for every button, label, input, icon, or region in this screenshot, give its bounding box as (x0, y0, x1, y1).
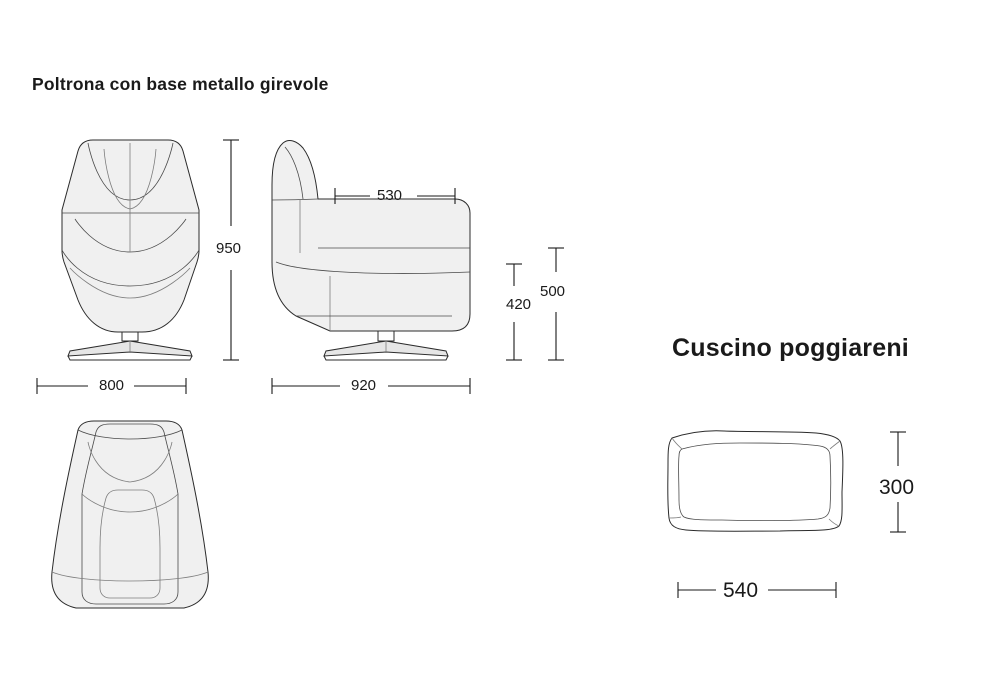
cushion-elevation (668, 431, 843, 531)
page-title-chair: Poltrona con base metallo girevole (32, 74, 329, 94)
chair-top-plan (52, 421, 209, 608)
page-title-cushion: Cuscino poggiareni (672, 334, 909, 362)
dimension-label-seat-depth: 530 (377, 187, 403, 204)
dimension-label-chair-depth: 920 (351, 377, 377, 394)
dimension-arm-height (548, 248, 564, 360)
chair-side-elevation (272, 141, 470, 360)
dimension-label-cushion-height: 300 (879, 476, 915, 499)
dimension-label-arm-height: 500 (540, 283, 566, 300)
dimension-label-chair-width: 800 (99, 377, 125, 394)
dimension-label-seat-height: 420 (506, 296, 532, 313)
dimension-label-cushion-width: 540 (723, 579, 759, 602)
dimension-label-chair-height: 950 (216, 240, 242, 257)
chair-front-elevation (62, 140, 199, 360)
